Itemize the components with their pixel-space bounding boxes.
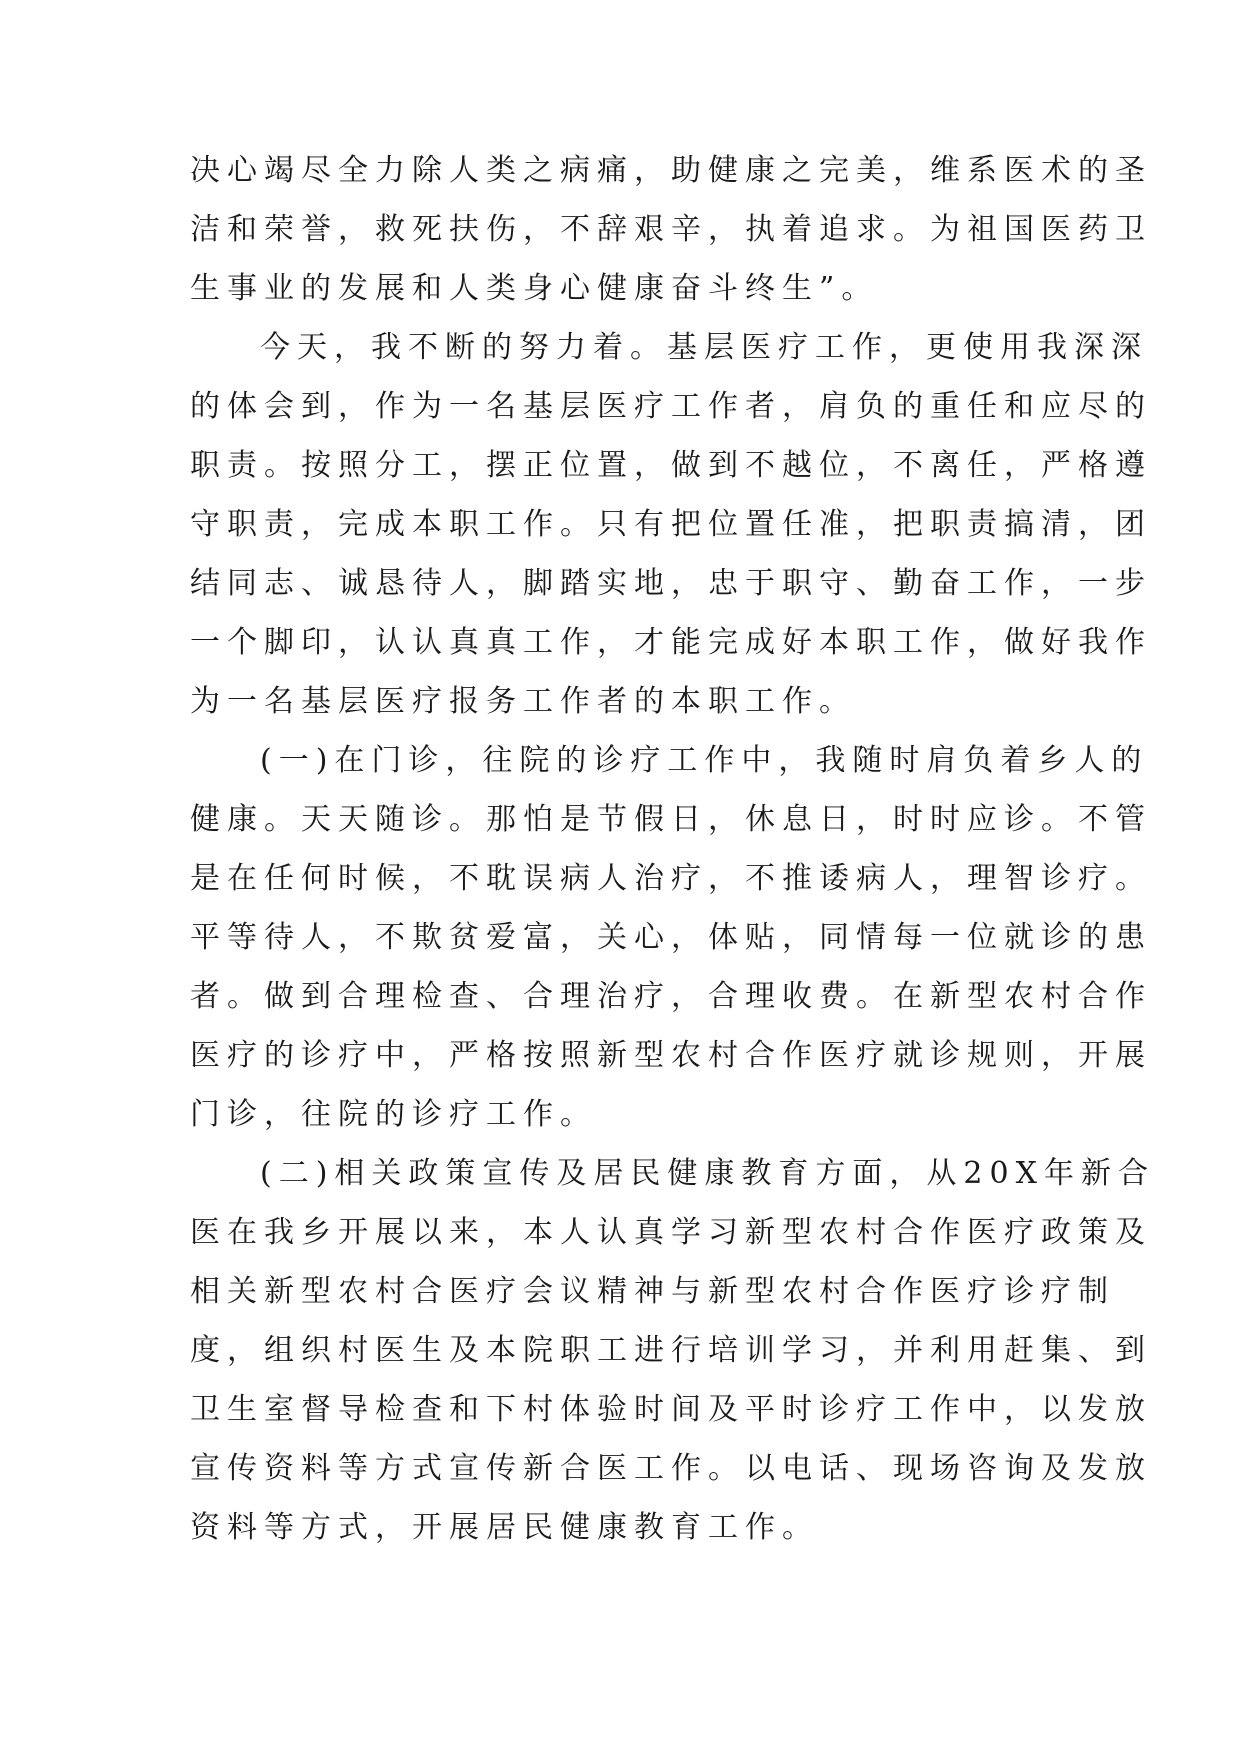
document-body (190, 141, 1155, 1557)
text-line: (二)相关政策宣传及居民健康教育方面，从20X年新合 (260, 1156, 1155, 1191)
text-line: 为一名基层医疗报务工作者的本职工作。 (190, 684, 856, 719)
text-line: 门诊，往院的诊疗工作。 (190, 1097, 597, 1132)
text-line: 一个脚印，认认真真工作，才能完成好本职工作，做好我作 (190, 625, 1152, 660)
text-line: 卫生室督导检查和下村体验时间及平时诊疗工作中，以发放 (190, 1392, 1152, 1427)
text-line: 者。做到合理检查、合理治疗，合理收费。在新型农村合作 (190, 979, 1152, 1014)
text-line: 医疗的诊疗中，严格按照新型农村合作医疗就诊规则，开展 (190, 1038, 1152, 1073)
text-line: 洁和荣誉，救死扶伤，不辞艰辛，执着追求。为祖国医药卫 (190, 212, 1152, 247)
text-line: 今天，我不断的努力着。基层医疗工作，更使用我深深 (260, 330, 1148, 365)
text-line: 职责。按照分工，摆正位置，做到不越位，不离任，严格遵 (190, 448, 1152, 483)
paragraph-3 (190, 731, 1152, 1144)
text-line: 结同志、诚恳待人，脚踏实地，忠于职守、勤奋工作，一步 (190, 566, 1152, 601)
text-line: 相关新型农村合医疗会议精神与新型农村合作医疗诊疗制 (190, 1274, 1115, 1309)
paragraph-2 (190, 318, 1152, 731)
text-line: 守职责，完成本职工作。只有把位置任准，把职责搞清，团 (190, 507, 1152, 542)
text-line: (一)在门诊，往院的诊疗工作中，我随时肩负着乡人的 (260, 743, 1149, 778)
text-line: 的体会到，作为一名基层医疗工作者，肩负的重任和应尽的 (190, 389, 1152, 424)
paragraph-4 (190, 1144, 1155, 1557)
text-line: 度，组织村医生及本院职工进行培训学习，并利用赶集、到 (190, 1333, 1152, 1368)
text-line: 医在我乡开展以来，本人认真学习新型农村合作医疗政策及 (190, 1215, 1152, 1250)
text-line: 资料等方式，开展居民健康教育工作。 (190, 1510, 819, 1545)
text-line: 是在任何时候，不耽误病人治疗，不推诿病人，理智诊疗。 (190, 861, 1152, 896)
text-line: 生事业的发展和人类身心健康奋斗终生”。 (190, 271, 879, 306)
text-line: 决心竭尽全力除人类之病痛，助健康之完美，维系医术的圣 (190, 153, 1152, 188)
text-line: 宣传资料等方式宣传新合医工作。以电话、现场咨询及发放 (190, 1451, 1152, 1486)
text-line: 平等待人，不欺贫爱富，关心，体贴，同情每一位就诊的患 (190, 920, 1152, 955)
paragraph-1 (190, 141, 1152, 318)
text-line: 健康。天天随诊。那怕是节假日，休息日，时时应诊。不管 (190, 802, 1152, 837)
